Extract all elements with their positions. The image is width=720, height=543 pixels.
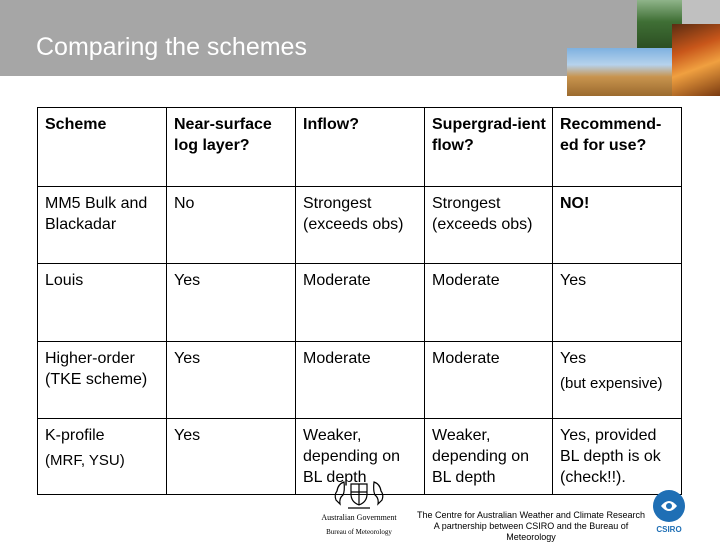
supergradient-cell: Moderate: [425, 264, 553, 342]
recommended-value: Yes: [560, 350, 587, 367]
schemes-table: [37, 107, 682, 495]
australian-government-logo: [318, 478, 400, 540]
log-layer-cell: Yes: [167, 342, 296, 419]
wheat-field-photo: [567, 48, 672, 96]
table-header-row: [38, 108, 682, 187]
supergradient-cell: Weaker, depending on BL depth: [425, 419, 553, 495]
recommended-cell: Yes: [553, 264, 682, 342]
page-title: Comparing the schemes: [36, 33, 307, 61]
recommended-note: (but expensive): [560, 375, 663, 392]
scheme-note: (MRF, YSU): [45, 452, 125, 469]
header-recommended: Recommend-ed for use?: [553, 108, 682, 187]
header-inflow: Inflow?: [296, 108, 425, 187]
table-row: [38, 264, 682, 342]
supergradient-cell: Strongest (exceeds obs): [425, 187, 553, 264]
inflow-cell: Moderate: [296, 342, 425, 419]
table-row: [38, 187, 682, 264]
inflow-cell: Weaker, depending on BL depth: [296, 419, 425, 495]
header-scheme: Scheme: [38, 108, 167, 187]
header-supergradient: Supergrad-ient flow?: [425, 108, 553, 187]
scheme-cell: Higher-order (TKE scheme): [38, 342, 167, 419]
scheme-cell: [38, 419, 167, 495]
footer-line-2: A partnership between CSIRO and the Bureau of Meteorology: [433, 521, 629, 542]
recommended-cell: [553, 342, 682, 419]
header-log-layer: Near-surface log layer?: [167, 108, 296, 187]
svg-text:CSIRO: CSIRO: [656, 525, 682, 534]
footer-line-1: The Centre for Australian Weather and Climate Research: [417, 510, 645, 520]
inflow-cell: Strongest (exceeds obs): [296, 187, 425, 264]
inflow-cell: Moderate: [296, 264, 425, 342]
scheme-value: K-profile: [45, 427, 105, 444]
bushfire-photo: [672, 24, 720, 96]
log-layer-cell: Yes: [167, 419, 296, 495]
svg-text:Australian Government: Australian Government: [321, 513, 397, 522]
scheme-cell: Louis: [38, 264, 167, 342]
footer-text: [413, 510, 649, 543]
csiro-logo: [648, 488, 690, 536]
recommended-cell: NO!: [553, 187, 682, 264]
recommended-cell: Yes, provided BL depth is ok (check!!).: [553, 419, 682, 495]
supergradient-cell: Moderate: [425, 342, 553, 419]
table-row: [38, 342, 682, 419]
log-layer-cell: No: [167, 187, 296, 264]
svg-text:Bureau of Meteorology: Bureau of Meteorology: [326, 528, 392, 536]
scheme-cell: MM5 Bulk and Blackadar: [38, 187, 167, 264]
log-layer-cell: Yes: [167, 264, 296, 342]
